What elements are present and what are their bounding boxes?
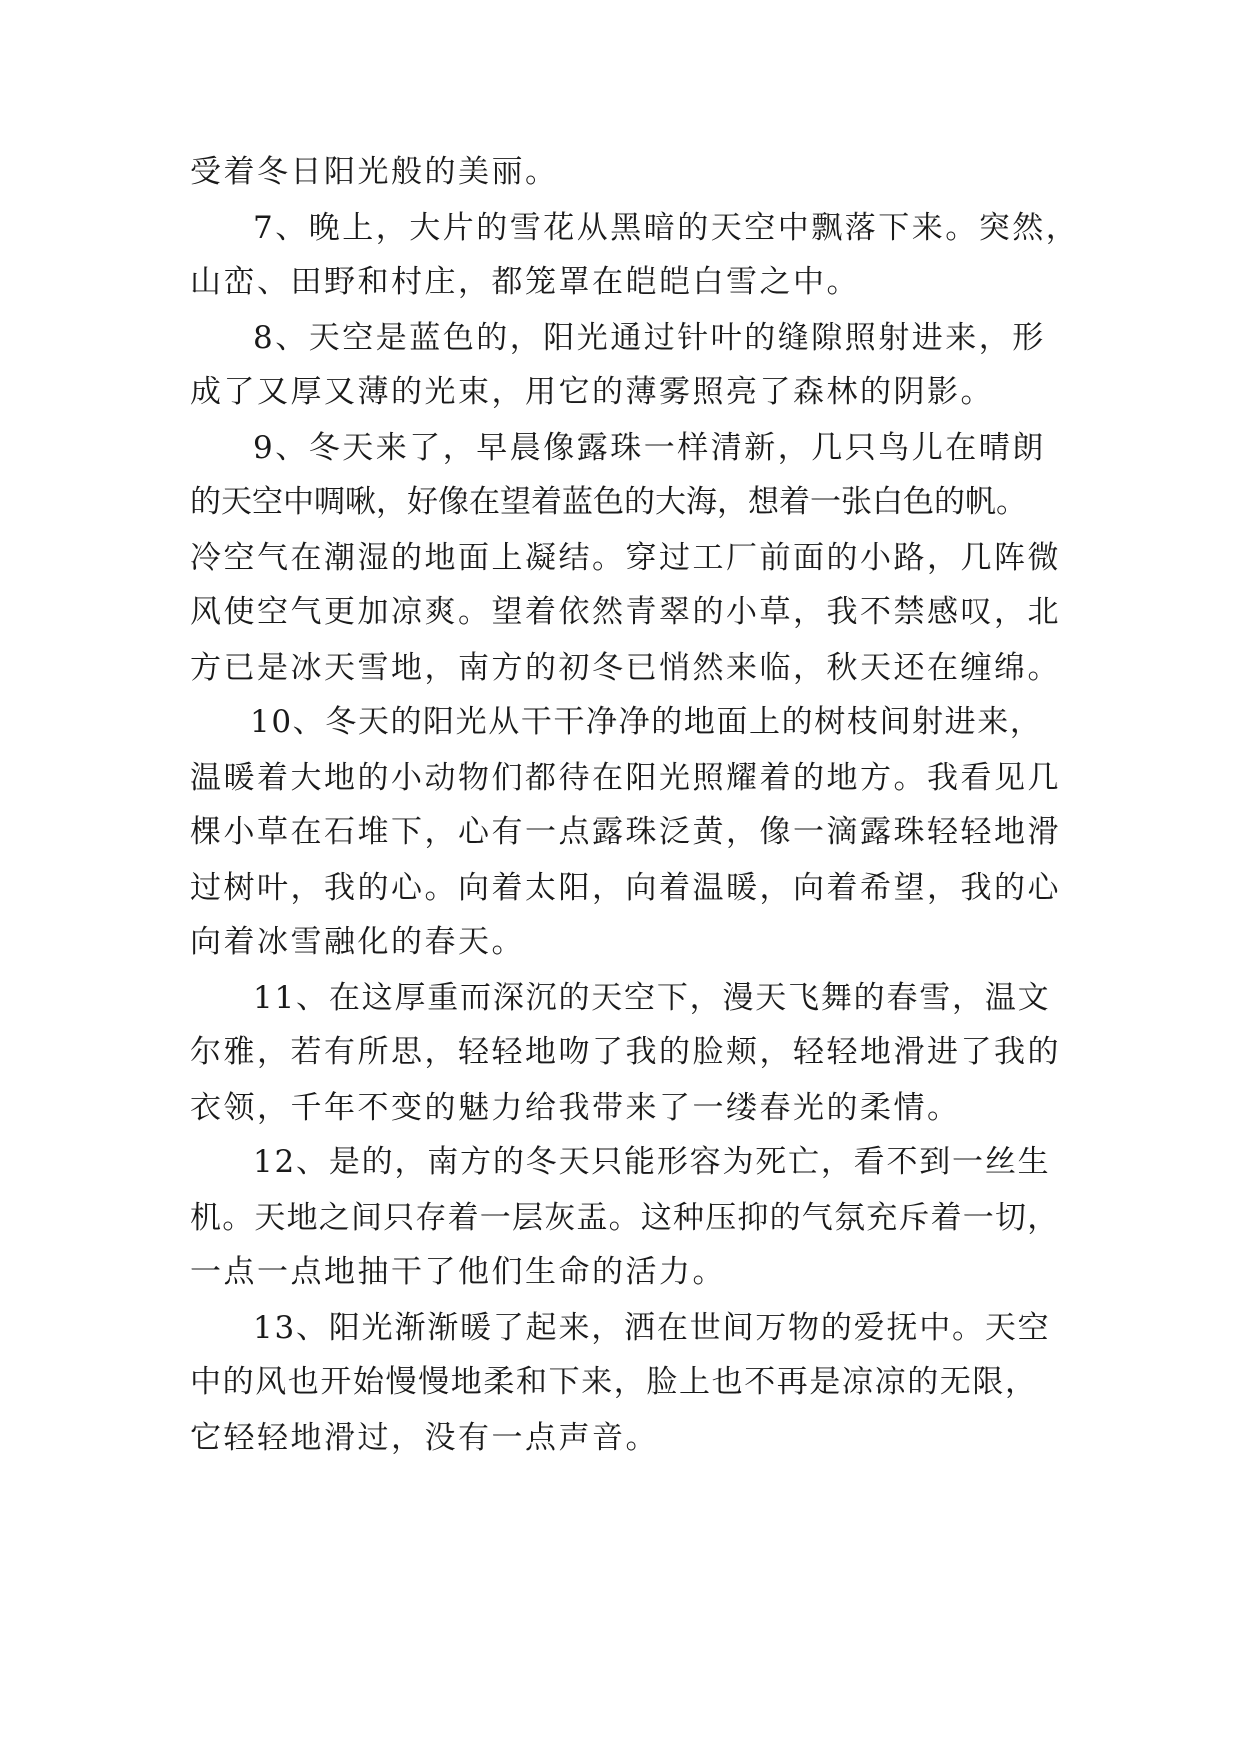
paragraph-7-line: 7、晚上，大片的雪花从黑暗的天空中飘落下来。突然， <box>253 210 1080 246</box>
text-line: 成了又厚又薄的光束，用它的薄雾照亮了森林的阴影。 <box>190 374 994 410</box>
text-line: 温暖着大地的小动物们都待在阳光照耀着的地方。我看见几 <box>190 760 1061 796</box>
text-line: 过树叶，我的心。向着太阳，向着温暖，向着希望，我的心 <box>190 870 1061 906</box>
text-line: 机。天地之间只存着一层灰盂。这种压抑的气氛充斥着一切， <box>190 1200 1060 1236</box>
text-line: 的天空中啁啾，好像在望着蓝色的大海，想着一张白色的帆。 <box>190 484 1027 520</box>
paragraph-11-line: 11、在这厚重而深沉的天空下，漫天飞舞的春雪，温文 <box>253 980 1051 1016</box>
paragraph-8-line: 8、天空是蓝色的，阳光通过针叶的缝隙照射进来，形 <box>253 320 1046 356</box>
paragraph-13-line: 13、阳光渐渐暖了起来，洒在世间万物的爱抚中。天空 <box>253 1310 1051 1346</box>
paragraph-9-line: 9、冬天来了，早晨像露珠一样清新，几只鸟儿在晴朗 <box>253 430 1046 466</box>
text-line: 棵小草在石堆下，心有一点露珠泛黄，像一滴露珠轻轻地滑 <box>190 814 1061 850</box>
text-line: 冷空气在潮湿的地面上凝结。穿过工厂前面的小路，几阵微 <box>190 540 1061 576</box>
text-line: 中的风也开始慢慢地柔和下来，脸上也不再是凉凉的无限， <box>190 1364 1038 1400</box>
text-line: 尔雅，若有所思，轻轻地吻了我的脸颊，轻轻地滑进了我的 <box>190 1034 1061 1070</box>
text-line: 方已是冰天雪地，南方的初冬已悄然来临，秋天还在缠绵。 <box>190 650 1061 686</box>
paragraph-10-line: 10、冬天的阳光从干干净净的地面上的树枝间射进来， <box>250 704 1043 740</box>
text-line: 衣领，千年不变的魅力给我带来了一缕春光的柔情。 <box>190 1090 961 1126</box>
text-line: 它轻轻地滑过，没有一点声音。 <box>190 1420 659 1456</box>
text-line: 向着冰雪融化的春天。 <box>190 924 525 960</box>
text-line: 受着冬日阳光般的美丽。 <box>190 154 559 190</box>
text-line: 一点一点地抽干了他们生命的活力。 <box>190 1254 726 1290</box>
text-line: 风使空气更加凉爽。望着依然青翠的小草，我不禁感叹，北 <box>190 594 1061 630</box>
text-line: 山峦、田野和村庄，都笼罩在皑皑白雪之中。 <box>190 264 860 300</box>
paragraph-12-line: 12、是的，南方的冬天只能形容为死亡，看不到一丝生 <box>253 1144 1051 1180</box>
